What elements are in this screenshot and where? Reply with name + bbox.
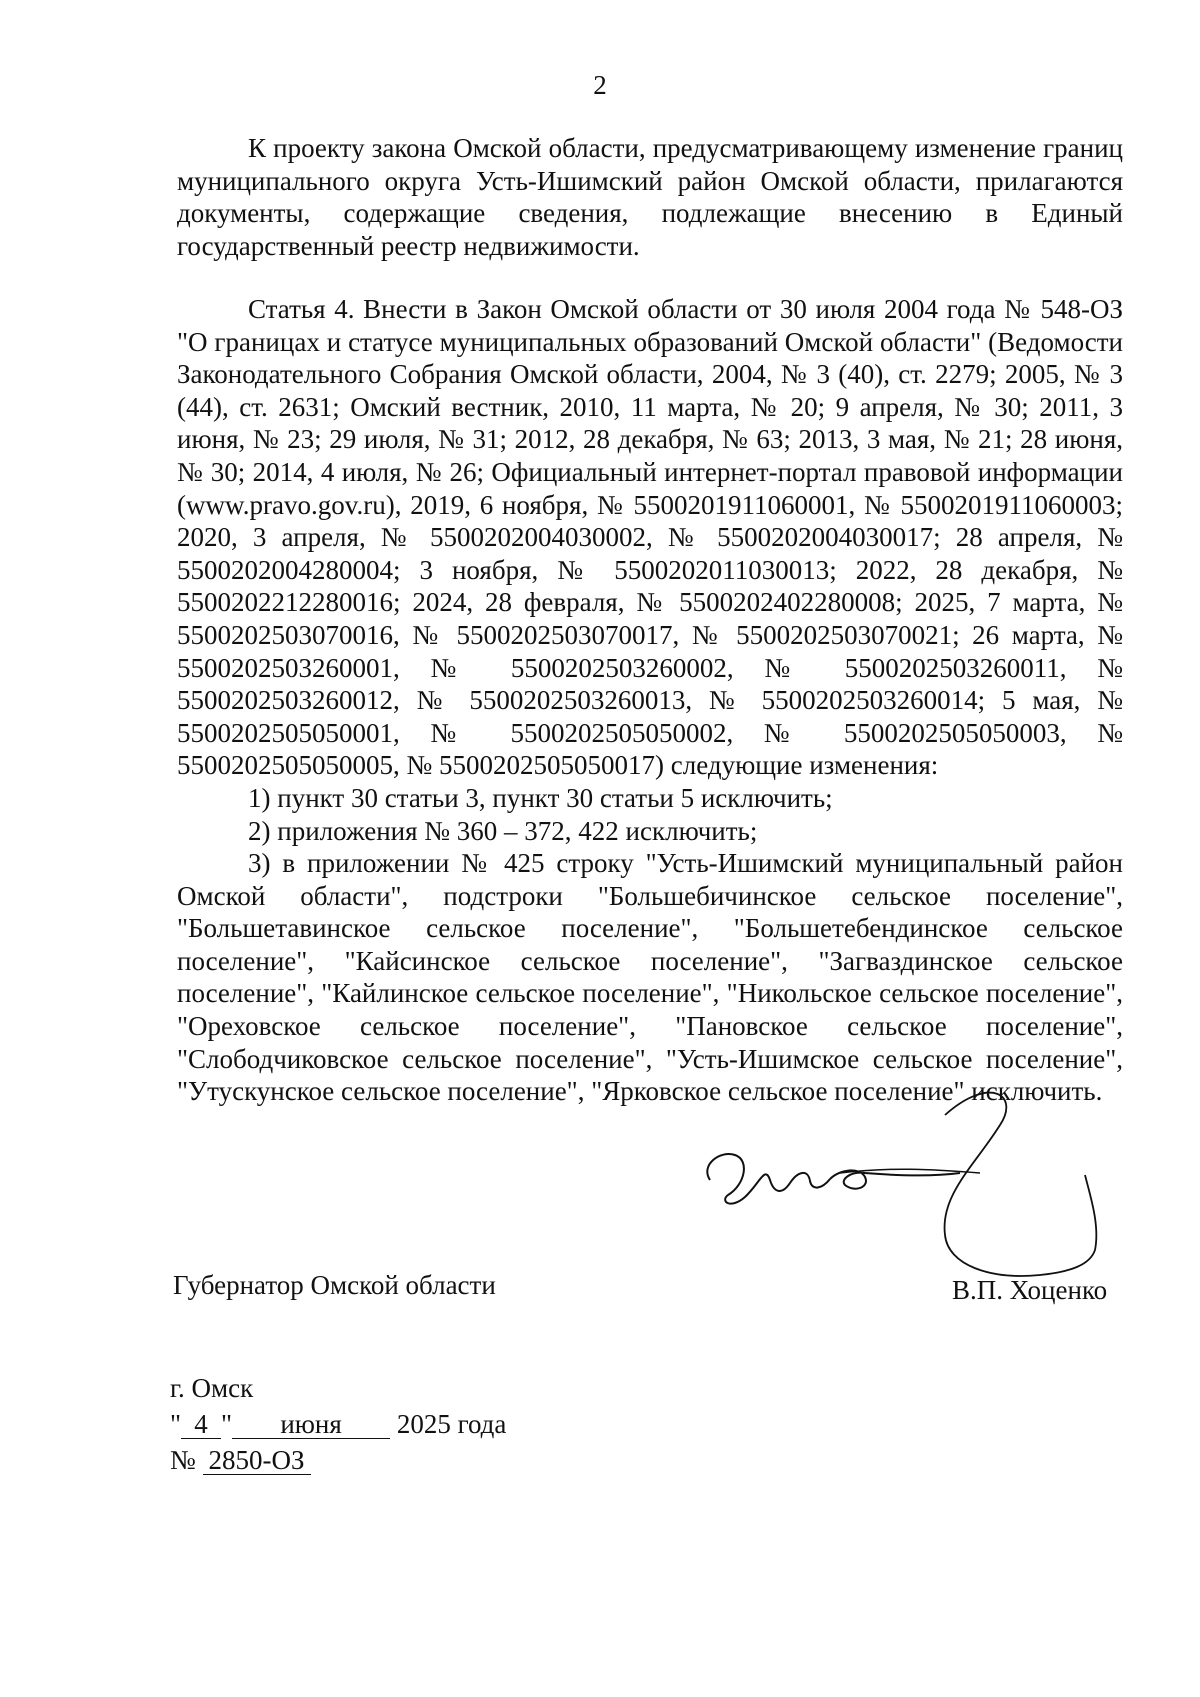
article-4 (177, 293, 1123, 1108)
date-day: 4 (181, 1410, 221, 1439)
page-number: 2 (593, 70, 607, 100)
article-4-main: Статья 4. Внести в Закон Омской области от 30 июля 2004 года № 548-ОЗ "О границах и статусе муниципальных образований Омской области" (Ведомости Законодательного Собрания Омской области, 2004, № 3 (40), ст. 2279; 2005, № 3 (44), ст. 2631; Омский вестник, 2010, 11 марта, № 20; 9 апреля, № 30; 2011, 3 июня, № 23; 29 июля, № 31; 2012, 28 декабря, № 63; 2013, 3 мая, № 21; 28 июня, № 30; 2014, 4 июля, № 26; Официальный интернет-портал правовой информации (www.pravo.gov.ru), 2019, 6 ноября, № 5500201911060001, № 5500201911060003; 2020, 3 апреля, № 5500202004030002, № 5500202004030017; 28 апреля, № 5500202004280004; 3 ноября, № 5500202011030013; 2022, 28 декабря, № 5500202212280016; 2024, 28 февраля, № 5500202402280008; 2025, 7 марта, № 5500202503070016, № 5500202503070017, № 5500202503070021; 26 марта, № 5500202503260001, № 5500202503260002, № 5500202503260011, № 5500202503260012, № 5500202503260013, № 5500202503260014; 5 мая, № 5500202505050001, № 5500202505050002, № 5500202505050003, № 5500202505050005, № 5500202505050017) следующие изменения: (177, 294, 1123, 781)
intro-paragraph-block (177, 132, 1123, 262)
date-year: 2025 года (396, 1409, 507, 1439)
article-4-item-3: 3) в приложении № 425 строку "Усть-Ишимский муниципальный район Омской области", подстроки "Большебичинское сельское поселение", "Большетавинское сельское поселение", "Большетебендинское сельское поселение", "Кайсинское сельское поселение", "Загваздинское сельское поселение", "Кайлинское сельское поселение", "Никольское сельское поселение", "Ореховское сельское поселение", "Пановское сельское поселение", "Слободчиковское сельское поселение", "Усть-Ишимское сельское поселение", "Утускунское сельское поселение", "Ярковское сельское поселение" исключить. (177, 848, 1123, 1107)
place-date-block (170, 1370, 506, 1478)
date-month: июня (232, 1410, 390, 1439)
signatory-name: В.П. Хоценко (952, 1275, 1108, 1305)
article-4-item-2: 2) приложения № 360 – 372, 422 исключить; (248, 815, 758, 846)
signatory-title: Губернатор Омской области (173, 1270, 496, 1300)
quote-close: " (221, 1409, 233, 1439)
law-number-prefix: № (170, 1445, 196, 1475)
city: г. Омск (170, 1373, 254, 1403)
law-number: 2850-ОЗ (203, 1446, 311, 1475)
quote-open: " (170, 1409, 182, 1439)
intro-paragraph: К проекту закона Омской области, предусматривающему изменение границ муниципального округа Усть-Ишимский район Омской области, прилагаются документы, содержащие сведения, подлежащие внесению в Единый государственный реестр недвижимости. (177, 133, 1123, 261)
article-4-item-1: 1) пункт 30 статьи 3, пункт 30 статьи 5 исключить; (248, 782, 833, 813)
law-number-line (170, 1442, 506, 1478)
date-line (170, 1406, 506, 1442)
